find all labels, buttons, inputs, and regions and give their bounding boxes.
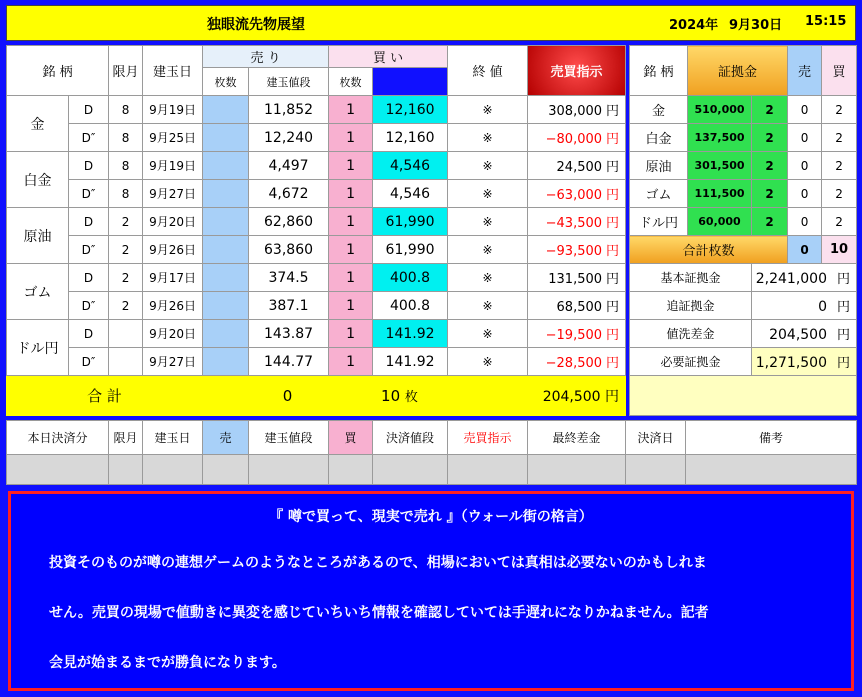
entry-date: 9月19日 xyxy=(143,152,203,180)
close-price: 61,990 xyxy=(373,236,448,264)
trade-instruction: ※ xyxy=(448,208,528,236)
entry-price: 62,860 xyxy=(249,208,329,236)
mark-to-market-cell xyxy=(528,292,626,320)
summary-value: 0 xyxy=(818,299,827,315)
total-row xyxy=(7,376,626,416)
margin-sell-count: 0 xyxy=(788,124,822,152)
col-header-meigara: 銘 柄 xyxy=(7,46,109,96)
close-price: 12,160 xyxy=(373,124,448,152)
settle-cell xyxy=(249,455,329,485)
total-qty-unit: 枚 xyxy=(404,390,418,405)
close-price: 12,160 xyxy=(373,96,448,124)
mark-to-market-value: −19,500 xyxy=(545,328,603,343)
contract-month: 8 xyxy=(109,96,143,124)
margin-multiplier: 2 xyxy=(752,152,788,180)
total-buy-qty: 10 xyxy=(381,387,401,405)
buy-qty: 1 xyxy=(329,180,373,208)
entry-date: 9月20日 xyxy=(143,320,203,348)
commodity-name: 白金 xyxy=(7,152,69,208)
contract-type: D″ xyxy=(69,124,109,152)
close-price: 61,990 xyxy=(373,208,448,236)
settlement-row xyxy=(7,455,857,485)
buy-qty: 1 xyxy=(329,96,373,124)
trade-instruction: ※ xyxy=(448,124,528,152)
sell-qty xyxy=(203,292,249,320)
settle-cell xyxy=(203,455,249,485)
entry-price: 63,860 xyxy=(249,236,329,264)
col-header-trade-instruction: 売買指示 xyxy=(528,46,626,96)
settle-col-header: 本日決済分 xyxy=(7,421,109,455)
mark-to-market-cell xyxy=(528,264,626,292)
position-row xyxy=(7,124,626,152)
yen-unit: 円 xyxy=(837,272,851,287)
mark-to-market-cell xyxy=(528,208,626,236)
close-price: 141.92 xyxy=(373,348,448,376)
sell-qty xyxy=(203,180,249,208)
margin-sell-count: 0 xyxy=(788,208,822,236)
trade-instruction: ※ xyxy=(448,320,528,348)
contract-month: 8 xyxy=(109,152,143,180)
col-header-sell: 売 り xyxy=(203,46,329,68)
close-price: 4,546 xyxy=(373,152,448,180)
margin-multiplier: 2 xyxy=(752,96,788,124)
mark-to-market-cell xyxy=(528,320,626,348)
col-header-entry-price: 建玉値段 xyxy=(249,68,329,96)
summary-label: 追証拠金 xyxy=(630,292,752,320)
margin-buy-count: 2 xyxy=(822,208,857,236)
quote-line-1: 投資そのものが噂の連想ゲームのようなところがあるので、相場においては真相は必要ないのかもしれま xyxy=(49,555,707,571)
header-year: 2024年 xyxy=(669,18,719,33)
margin-commodity: ドル円 xyxy=(630,208,688,236)
contract-type: D xyxy=(69,152,109,180)
header-time: 15:15 xyxy=(805,14,847,29)
buy-qty: 1 xyxy=(329,320,373,348)
margin-commodity: 白金 xyxy=(630,124,688,152)
margin-amount: 60,000 xyxy=(688,208,752,236)
settle-cell xyxy=(448,455,528,485)
summary-value-cell xyxy=(752,264,857,292)
margin-row xyxy=(630,152,857,180)
trade-instruction: ※ xyxy=(448,236,528,264)
settle-col-header: 建玉値段 xyxy=(249,421,329,455)
entry-date: 9月19日 xyxy=(143,96,203,124)
contract-type: D″ xyxy=(69,180,109,208)
sell-qty xyxy=(203,124,249,152)
trade-instruction: ※ xyxy=(448,348,528,376)
contract-type: D″ xyxy=(69,292,109,320)
total-count-buy: 10 xyxy=(822,236,857,264)
margin-row xyxy=(630,96,857,124)
commodity-name: ドル円 xyxy=(7,320,69,376)
trade-instruction: ※ xyxy=(448,264,528,292)
mark-to-market-value: 68,500 xyxy=(556,300,603,315)
buy-qty: 1 xyxy=(329,124,373,152)
margin-header-meigara: 銘 柄 xyxy=(630,46,688,96)
margin-buy-count: 2 xyxy=(822,124,857,152)
trade-instruction: ※ xyxy=(448,152,528,180)
margin-row xyxy=(630,180,857,208)
settle-col-header: 決済日 xyxy=(626,421,686,455)
sell-qty xyxy=(203,236,249,264)
margin-commodity: 原油 xyxy=(630,152,688,180)
margin-sell-count: 0 xyxy=(788,180,822,208)
entry-date: 9月27日 xyxy=(143,348,203,376)
yen-unit: 円 xyxy=(606,160,620,175)
total-pl-cell xyxy=(528,376,626,416)
entry-date: 9月25日 xyxy=(143,124,203,152)
entry-price: 12,240 xyxy=(249,124,329,152)
summary-label: 必要証拠金 xyxy=(630,348,752,376)
settle-col-header: 最終差金 xyxy=(528,421,626,455)
settle-cell xyxy=(143,455,203,485)
margin-footer-blank xyxy=(630,376,857,416)
commodity-name: 原油 xyxy=(7,208,69,264)
margin-buy-count: 2 xyxy=(822,180,857,208)
yen-unit: 円 xyxy=(837,328,851,343)
settle-col-header: 売 xyxy=(203,421,249,455)
buy-qty: 1 xyxy=(329,236,373,264)
position-row xyxy=(7,208,626,236)
summary-label: 基本証拠金 xyxy=(630,264,752,292)
buy-qty: 1 xyxy=(329,152,373,180)
summary-row xyxy=(630,320,857,348)
margin-amount: 111,500 xyxy=(688,180,752,208)
sell-qty xyxy=(203,320,249,348)
contract-type: D xyxy=(69,96,109,124)
contract-type: D″ xyxy=(69,236,109,264)
trade-instruction: ※ xyxy=(448,96,528,124)
contract-month xyxy=(109,320,143,348)
mark-to-market-value: −63,000 xyxy=(545,188,603,203)
summary-value-cell xyxy=(752,348,857,376)
settle-cell xyxy=(373,455,448,485)
settle-col-header: 買 xyxy=(329,421,373,455)
buy-qty: 1 xyxy=(329,208,373,236)
settle-cell xyxy=(7,455,109,485)
sell-qty xyxy=(203,208,249,236)
sell-qty xyxy=(203,96,249,124)
mark-to-market-cell xyxy=(528,124,626,152)
yen-unit: 円 xyxy=(837,356,851,371)
settle-cell xyxy=(109,455,143,485)
trade-instruction: ※ xyxy=(448,292,528,320)
summary-row xyxy=(630,264,857,292)
position-row xyxy=(7,264,626,292)
margin-amount: 301,500 xyxy=(688,152,752,180)
summary-value-cell xyxy=(752,320,857,348)
summary-value: 1,271,500 xyxy=(755,355,827,371)
summary-value-cell xyxy=(752,292,857,320)
contract-month: 2 xyxy=(109,264,143,292)
entry-price: 387.1 xyxy=(249,292,329,320)
sell-qty xyxy=(203,348,249,376)
mark-to-market-cell xyxy=(528,348,626,376)
total-count-label: 合計枚数 xyxy=(630,236,788,264)
col-header-gengetsu: 限月 xyxy=(109,46,143,96)
position-row xyxy=(7,292,626,320)
position-row xyxy=(7,348,626,376)
mark-to-market-cell xyxy=(528,152,626,180)
settle-cell xyxy=(626,455,686,485)
margin-sell-count: 0 xyxy=(788,152,822,180)
margin-buy-count: 2 xyxy=(822,96,857,124)
margin-header-buy: 買 xyxy=(822,46,857,96)
entry-date: 9月20日 xyxy=(143,208,203,236)
settlement-header xyxy=(7,421,857,455)
close-price: 141.92 xyxy=(373,320,448,348)
col-header-sell-qty: 枚数 xyxy=(203,68,249,96)
close-price: 4,546 xyxy=(373,180,448,208)
total-label: 合 計 xyxy=(7,376,203,416)
settle-col-header: 建玉日 xyxy=(143,421,203,455)
contract-type: D″ xyxy=(69,348,109,376)
position-row xyxy=(7,320,626,348)
header-date: 9月30日 xyxy=(729,18,783,33)
entry-price: 4,497 xyxy=(249,152,329,180)
title-bar xyxy=(6,5,856,41)
margin-header-shoko: 証拠金 xyxy=(688,46,788,96)
summary-row xyxy=(630,348,857,376)
margin-row xyxy=(630,208,857,236)
quote-line-3: 会見が始まるまでが勝負になります。 xyxy=(49,655,286,671)
settle-cell xyxy=(329,455,373,485)
margin-header-sell: 売 xyxy=(788,46,822,96)
yen-unit: 円 xyxy=(606,272,620,287)
entry-date: 9月17日 xyxy=(143,264,203,292)
contract-month: 2 xyxy=(109,292,143,320)
positions-body xyxy=(7,96,626,376)
entry-price: 144.77 xyxy=(249,348,329,376)
mark-to-market-value: −80,000 xyxy=(545,132,603,147)
margin-buy-count: 2 xyxy=(822,152,857,180)
entry-price: 4,672 xyxy=(249,180,329,208)
yen-unit: 円 xyxy=(606,244,620,259)
margin-commodity: ゴム xyxy=(630,180,688,208)
contract-month xyxy=(109,348,143,376)
yen-unit: 円 xyxy=(606,188,620,203)
col-header-buy-qty: 枚数 xyxy=(329,68,373,96)
mark-to-market-cell xyxy=(528,96,626,124)
sell-qty xyxy=(203,264,249,292)
col-header-close: 終 値 xyxy=(448,46,528,96)
mark-to-market-value: −93,500 xyxy=(545,244,603,259)
mark-to-market-value: 24,500 xyxy=(556,160,603,175)
position-row xyxy=(7,180,626,208)
position-row xyxy=(7,96,626,124)
mark-to-market-cell xyxy=(528,236,626,264)
mark-to-market-value: 131,500 xyxy=(548,272,603,287)
margin-multiplier: 2 xyxy=(752,124,788,152)
margin-row xyxy=(630,124,857,152)
entry-price: 143.87 xyxy=(249,320,329,348)
commodity-name: ゴム xyxy=(7,264,69,320)
margin-multiplier: 2 xyxy=(752,180,788,208)
buy-qty: 1 xyxy=(329,264,373,292)
col-header-buy: 買 い xyxy=(329,46,448,68)
yen-unit: 円 xyxy=(606,300,620,315)
summary-row xyxy=(630,292,857,320)
quote-title: 『 噂で買って、現実で売れ 』（ウォール街の格言） xyxy=(269,509,593,525)
contract-month: 2 xyxy=(109,208,143,236)
contract-month: 8 xyxy=(109,124,143,152)
yen-unit: 円 xyxy=(837,300,851,315)
total-count-sell: 0 xyxy=(788,236,822,264)
page-title: 独眼流先物展望 xyxy=(207,17,305,33)
close-price: 400.8 xyxy=(373,292,448,320)
margin-body xyxy=(630,96,857,236)
quote-line-2: せん。売買の現場で値動きに異変を感じていちいち情報を確認していては手遅れになりかねません。記者 xyxy=(49,605,709,621)
position-row xyxy=(7,236,626,264)
margin-commodity: 金 xyxy=(630,96,688,124)
margin-amount: 137,500 xyxy=(688,124,752,152)
contract-type: D xyxy=(69,208,109,236)
margin-sell-count: 0 xyxy=(788,96,822,124)
mark-to-market-value: −43,500 xyxy=(545,216,603,231)
margin-table xyxy=(629,45,857,416)
positions-table xyxy=(6,45,626,416)
sell-qty xyxy=(203,152,249,180)
yen-unit: 円 xyxy=(606,328,620,343)
settle-cell xyxy=(686,455,857,485)
contract-type: D xyxy=(69,264,109,292)
yen-unit: 円 xyxy=(606,216,620,231)
buy-qty: 1 xyxy=(329,292,373,320)
total-buy-qty-cell xyxy=(373,376,528,416)
quote-box xyxy=(8,491,854,691)
summary-value: 204,500 xyxy=(769,327,827,343)
margin-amount: 510,000 xyxy=(688,96,752,124)
contract-type: D xyxy=(69,320,109,348)
contract-month: 8 xyxy=(109,180,143,208)
entry-date: 9月26日 xyxy=(143,292,203,320)
settle-col-header: 限月 xyxy=(109,421,143,455)
yen-unit: 円 xyxy=(606,356,620,371)
yen-unit: 円 xyxy=(606,132,620,147)
position-row xyxy=(7,152,626,180)
close-price: 400.8 xyxy=(373,264,448,292)
contract-month: 2 xyxy=(109,236,143,264)
total-pl: 204,500 xyxy=(542,388,601,405)
entry-price: 11,852 xyxy=(249,96,329,124)
settle-col-header: 決済値段 xyxy=(373,421,448,455)
total-pl-unit: 円 xyxy=(605,388,620,405)
settle-col-header: 備考 xyxy=(686,421,857,455)
mark-to-market-value: −28,500 xyxy=(545,356,603,371)
settle-col-header: 売買指示 xyxy=(448,421,528,455)
margin-summary xyxy=(630,264,857,376)
summary-label: 値洗差金 xyxy=(630,320,752,348)
total-sell-qty: 0 xyxy=(203,376,373,416)
yen-unit: 円 xyxy=(606,104,620,119)
settle-cell xyxy=(528,455,626,485)
margin-multiplier: 2 xyxy=(752,208,788,236)
trade-instruction: ※ xyxy=(448,180,528,208)
settlement-table xyxy=(6,420,857,485)
mark-to-market-value: 308,000 xyxy=(548,104,603,119)
entry-date: 9月26日 xyxy=(143,236,203,264)
entry-price: 374.5 xyxy=(249,264,329,292)
buy-qty: 1 xyxy=(329,348,373,376)
commodity-name: 金 xyxy=(7,96,69,152)
col-header-tateday: 建玉日 xyxy=(143,46,203,96)
summary-value: 2,241,000 xyxy=(755,271,827,287)
entry-date: 9月27日 xyxy=(143,180,203,208)
mark-to-market-cell xyxy=(528,180,626,208)
